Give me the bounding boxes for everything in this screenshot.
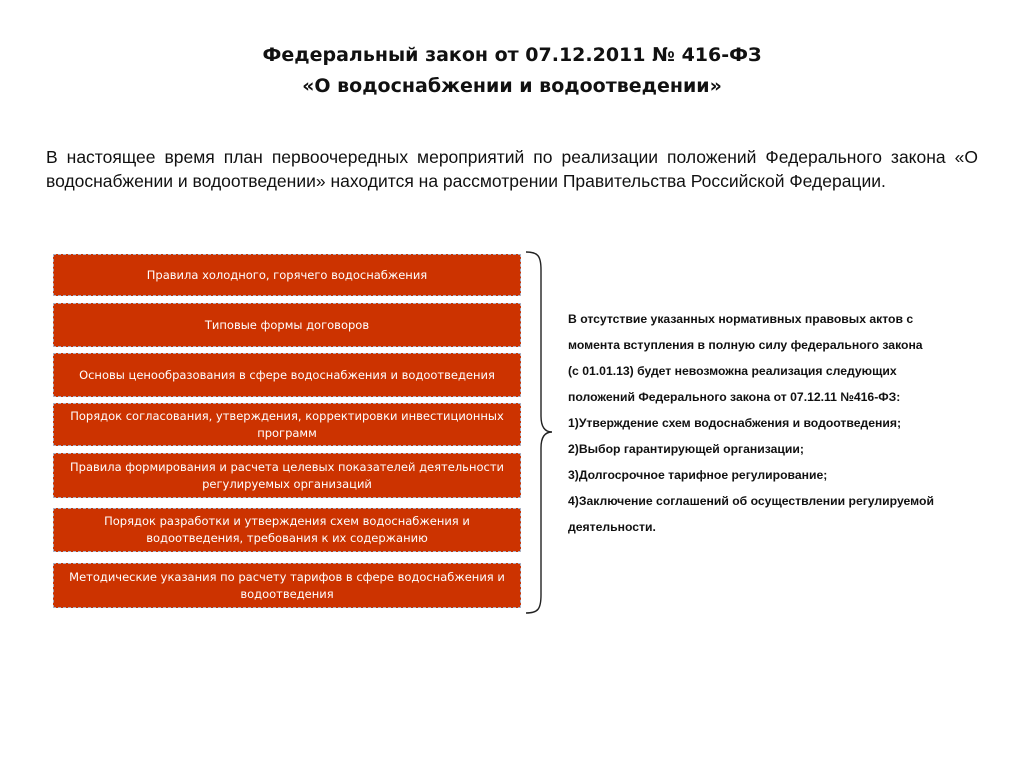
conditions-item-1: 1)Утверждение схем водоснабжения и водоотведения;: [568, 416, 902, 430]
conditions-item-2: 2)Выбор гарантирующей организации;: [568, 442, 804, 456]
conditions-item-3: 3)Долгосрочное тарифное регулирование;: [568, 468, 828, 482]
regulation-box-cold-hot-water-rules: Правила холодного, горячего водоснабжения: [53, 254, 521, 296]
right-curly-brace: [524, 250, 554, 615]
conditions-text-block: [568, 306, 1008, 540]
intro-paragraph: В настоящее время план первоочередных мероприятий по реализации положений Федерального закона «О водоснабжении и водоотведении» находится на рассмотрении Правительства Российской Федерации.: [46, 147, 978, 191]
regulation-box-water-schemes: Порядок разработки и утверждения схем водоснабжения и водоотведения, требования к их содержанию: [53, 508, 521, 552]
conditions-line: В отсутствие указанных нормативных правовых актов с: [568, 312, 914, 326]
conditions-item-4-continued: деятельности.: [568, 520, 656, 534]
title-line-2: «О водоснабжении и водоотведении»: [302, 75, 722, 97]
conditions-line: положений Федерального закона от 07.12.11 №416-ФЗ:: [568, 390, 901, 404]
conditions-item-4: 4)Заключение соглашений об осуществлении регулируемой: [568, 494, 934, 508]
regulation-box-tariff-guidelines: Методические указания по расчету тарифов в сфере водоснабжения и водоотведения: [53, 563, 521, 608]
regulation-box-pricing-basics: Основы ценообразования в сфере водоснабжения и водоотведения: [53, 353, 521, 397]
conditions-line: (с 01.01.13) будет невозможна реализация следующих: [568, 364, 897, 378]
slide-title: [0, 40, 1024, 102]
title-line-1: Федеральный закон от 07.12.2011 № 416-ФЗ: [262, 44, 762, 66]
regulation-box-contract-forms: Типовые формы договоров: [53, 303, 521, 347]
regulation-box-target-indicators: Правила формирования и расчета целевых показателей деятельности регулируемых организаций: [53, 453, 521, 498]
conditions-line: момента вступления в полную силу федерального закона: [568, 338, 923, 352]
regulation-box-investment-programs: Порядок согласования, утверждения, корректировки инвестиционных программ: [53, 403, 521, 446]
